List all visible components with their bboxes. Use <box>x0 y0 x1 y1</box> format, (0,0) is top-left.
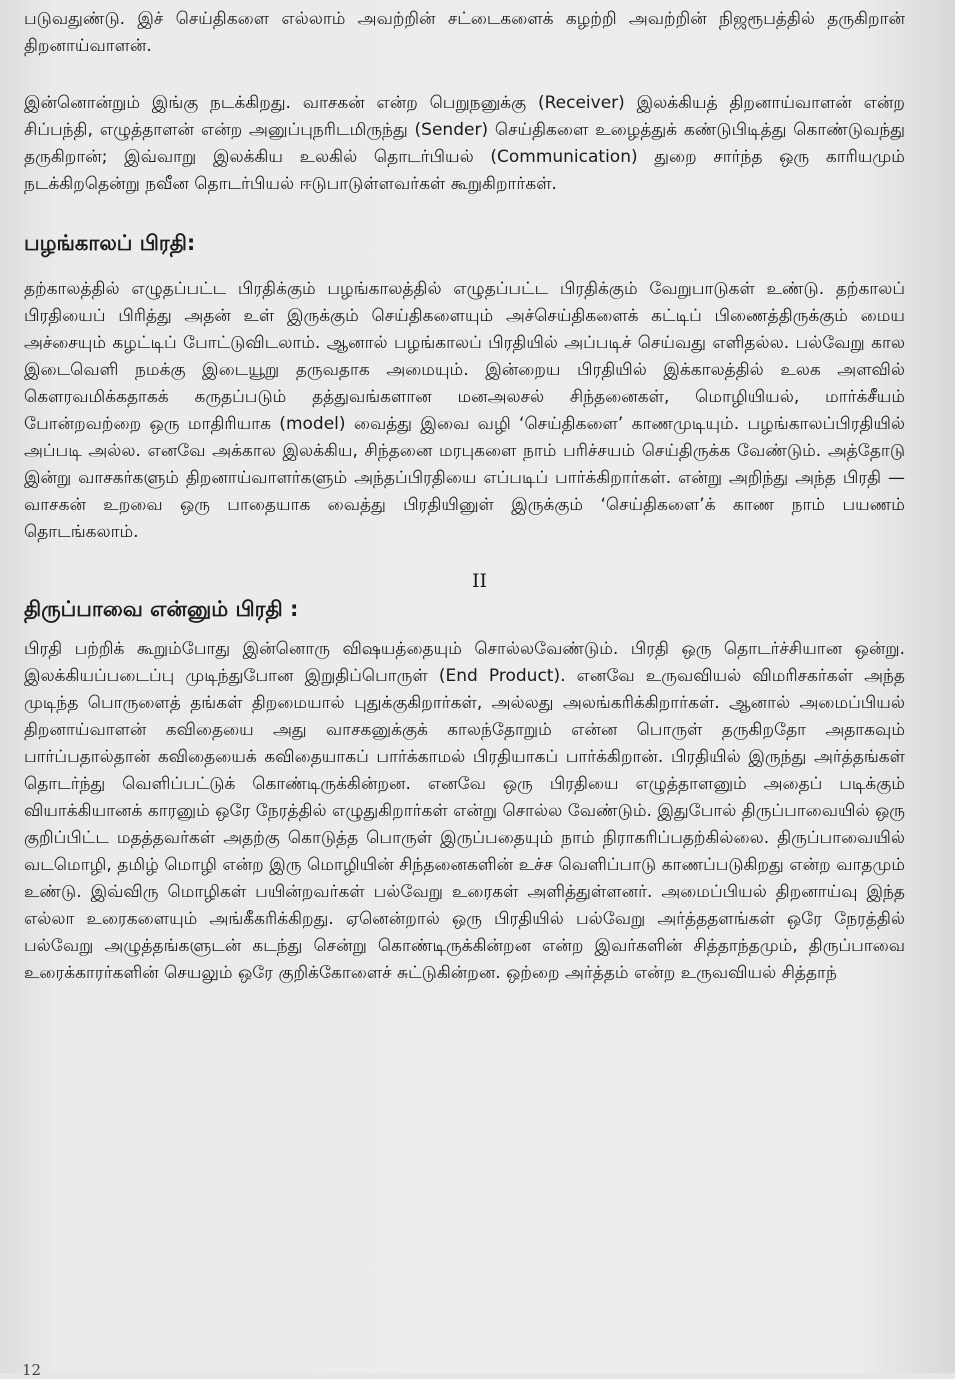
section-number: II <box>471 570 487 592</box>
old-text-heading: பழங்காலப் பிரதி: <box>24 231 196 255</box>
old-text-paragraph: தற்காலத்தில் எழுதப்பட்ட பிரதிக்கும் பழங்காலத்தில் எழுதப்பட்ட பிரதிக்கும் வேறுபாடுகள் உண்டு. தற்காலப் பிரதியைப் பிரித்து அதன் உள் இருக்கும் செய்திகளையும் அச்செய்திகளைக் கட்டிப் பிணைத்திருக்கும் மைய அச்சையும் கழட்டிப் போட்டுவிடலாம். ஆனால் பழங்காலப் பிரதியில் அப்படிச் செய்வது எளிதல்ல. பல்வேறு கால இடைவெளி நமக்கு இடையூறு தருவதாக அமையும். இன்றைய பிரதியில் இக்காலத்தில் உலக அளவில் கௌரவமிக்கதாகக் கருதப்படும் தத்துவங்களான மனஅலசல் சிந்தனைகள், மொழியியல், மார்க்சீயம் போன்றவற்றை ஒரு மாதிரியாக (model) வைத்து இவை வழி ‘செய்திகளை’ காணமுடியும். பழங்காலப்பிரதியில் அப்படி அல்ல. எனவே அக்கால இலக்கிய, சிந்தனை மரபுகளை நாம் பரிச்சயம் செய்திருக்க வேண்டும். அத்தோடு இன்று வாசகர்களும் திறனாய்வாளர்களும் அந்தப்பிரதியை எப்படிப் பார்க்கிறார்கள். என்று அறிந்து அந்த பிரதி — வாசகன் உறவை ஒரு பாதையாக வைத்து பிரதியினுள் இருக்கும் ‘செய்திகளை’க் காண நாம் பயணம் தொடங்கலாம். <box>24 279 905 542</box>
page-number: 12 <box>22 1361 42 1379</box>
intro-paragraph: படுவதுண்டு. இச் செய்திகளை எல்லாம் அவற்றின் சட்டைகளைக் கழற்றி அவற்றின் நிஜரூபத்தில் தருகிறான் திறனாய்வாளன். <box>24 9 905 56</box>
tiruppavai-paragraph: பிரதி பற்றிக் கூறும்போது இன்னொரு விஷயத்தையும் சொல்லவேண்டும். பிரதி ஒரு தொடர்ச்சியான ஒன்று. இலக்கியப்படைப்பு முடிந்துபோன இறுதிப்பொருள் (End Product). எனவே உருவவியல் விமரிசகர்கள் அந்த முடிந்த பொருளைத் தங்கள் திறமையால் புதுக்குகிறார்கள், அல்லது அலங்கரிக்கிறார்கள். ஆனால் அமைப்பியல் திறனாய்வாளன் கவிதையை அது வாசகனுக்குக் காலந்தோறும் என்ன பொருள் தருகிறதோ அதாகவும் பார்ப்பதால்தான் கவிதையைக் கவிதையாகப் பார்க்காமல் பிரதியாகப் பார்க்கிறான். பிரதியில் இருந்து அர்த்தங்கள் தொடர்ந்து வெளிப்பட்டுக் கொண்டிருக்கின்றன. எனவே ஒரு பிரதியை எழுத்தாளனும் அதைப் படிக்கும் வியாக்கியானக் காரனும் ஒரே நேரத்தில் எழுதுகிறார்கள் என்று சொல்ல வேண்டும். இதுபோல் திருப்பாவையில் ஒரு குறிப்பிட்ட மதத்தவர்கள் அதற்கு கொடுத்த பொருள் இருப்பதையும் நாம் நிராகரிப்பதற்கில்லை. திருப்பாவையில் வடமொழி, தமிழ் மொழி என்ற இரு மொழியின் சிந்தனைகளின் உச்ச வெளிப்பாடு காணப்படுகிறது என்ற வாதமும் உண்டு. இவ்விரு மொழிகள் பயின்றவர்கள் பல்வேறு உரைகள் அளித்துள்ளனர். அமைப்பியல் திறனாய்வு இந்த எல்லா உரைகளையும் அங்கீகரிக்கிறது. ஏனென்றால் ஒரு பிரதியில் பல்வேறு அர்த்ததளங்கள் ஒரே நேரத்தில் பல்வேறு அழுத்தங்களுடன் கடந்து சென்று கொண்டிருக்கின்றன என்ற இவர்களின் சித்தாந்தமும், திருப்பாவை உரைக்காரர்களின் செயலும் ஒரே குறிக்கோளைச் சுட்டுகின்றன. ஒற்றை அர்த்தம் என்ற உருவவியல் சித்தாந் <box>24 639 905 983</box>
tiruppavai-heading: திருப்பாவை என்னும் பிரதி : <box>24 597 299 621</box>
communication-paragraph: இன்னொன்றும் இங்கு நடக்கிறது. வாசகன் என்ற பெறுநனுக்கு (Receiver) இலக்கியத் திறனாய்வாளன் என்ற சிப்பந்தி, எழுத்தாளன் என்ற அனுப்புநரிடமிருந்து (Sender) செய்திகளை உழைத்துக் கண்டுபிடித்து கொண்டுவந்து தருகிறான்; இவ்வாறு இலக்கிய உலகில் தொடர்பியல் (Communication) துறை சார்ந்த ஒரு காரியமும் நடக்கிறதென்று நவீன தொடர்பியல் ஈடுபாடுள்ளவர்கள் கூறுகிறார்கள். <box>24 93 905 194</box>
